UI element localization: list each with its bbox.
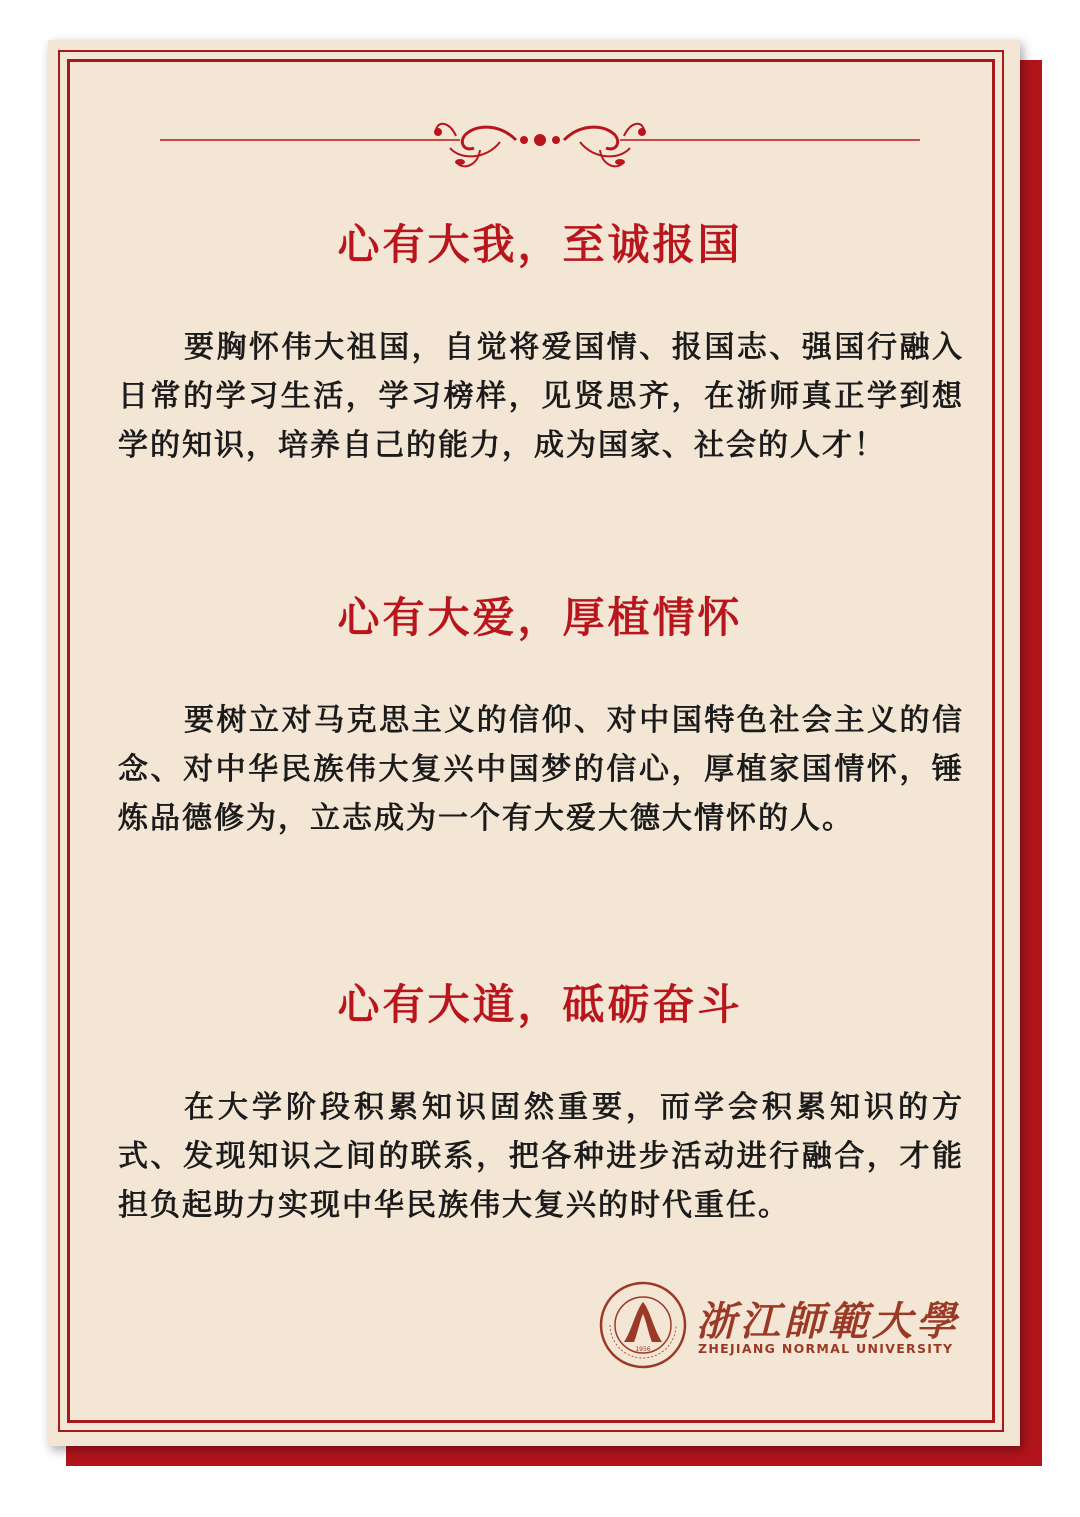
university-name-cn: 浙江師範大學	[696, 1298, 960, 1345]
university-logo	[598, 1280, 960, 1390]
ornament-divider-icon	[160, 116, 920, 176]
section-body-1: 要胸怀伟大祖国，自觉将爱国情、报国志、强国行融入日常的学习生活，学习榜样，见贤思齐，在浙师真正学到想学的知识，培养自己的能力，成为国家、社会的人才！	[118, 330, 964, 463]
section-title-1: 心有大我，至诚报国	[337, 220, 743, 269]
university-name-en: ZHEJIANG NORMAL UNIVERSITY	[698, 1341, 954, 1356]
section-body-2: 要树立对马克思主义的信仰、对中国特色社会主义的信念、对中华民族伟大复兴中国梦的信心，厚植家国情怀，锤炼品德修为，立志成为一个有大爱大德大情怀的人。	[118, 703, 964, 836]
section-title-3: 心有大道，砥砺奋斗	[337, 980, 743, 1029]
university-seal-icon	[598, 1280, 688, 1370]
seal-year: 1956	[635, 1346, 651, 1353]
section-body-3: 在大学阶段积累知识固然重要，而学会积累知识的方式、发现知识之间的联系，把各种进步活动进行融合，才能担负起助力实现中华民族伟大复兴的时代重任。	[118, 1090, 964, 1223]
section-title-2: 心有大爱，厚植情怀	[337, 593, 743, 642]
